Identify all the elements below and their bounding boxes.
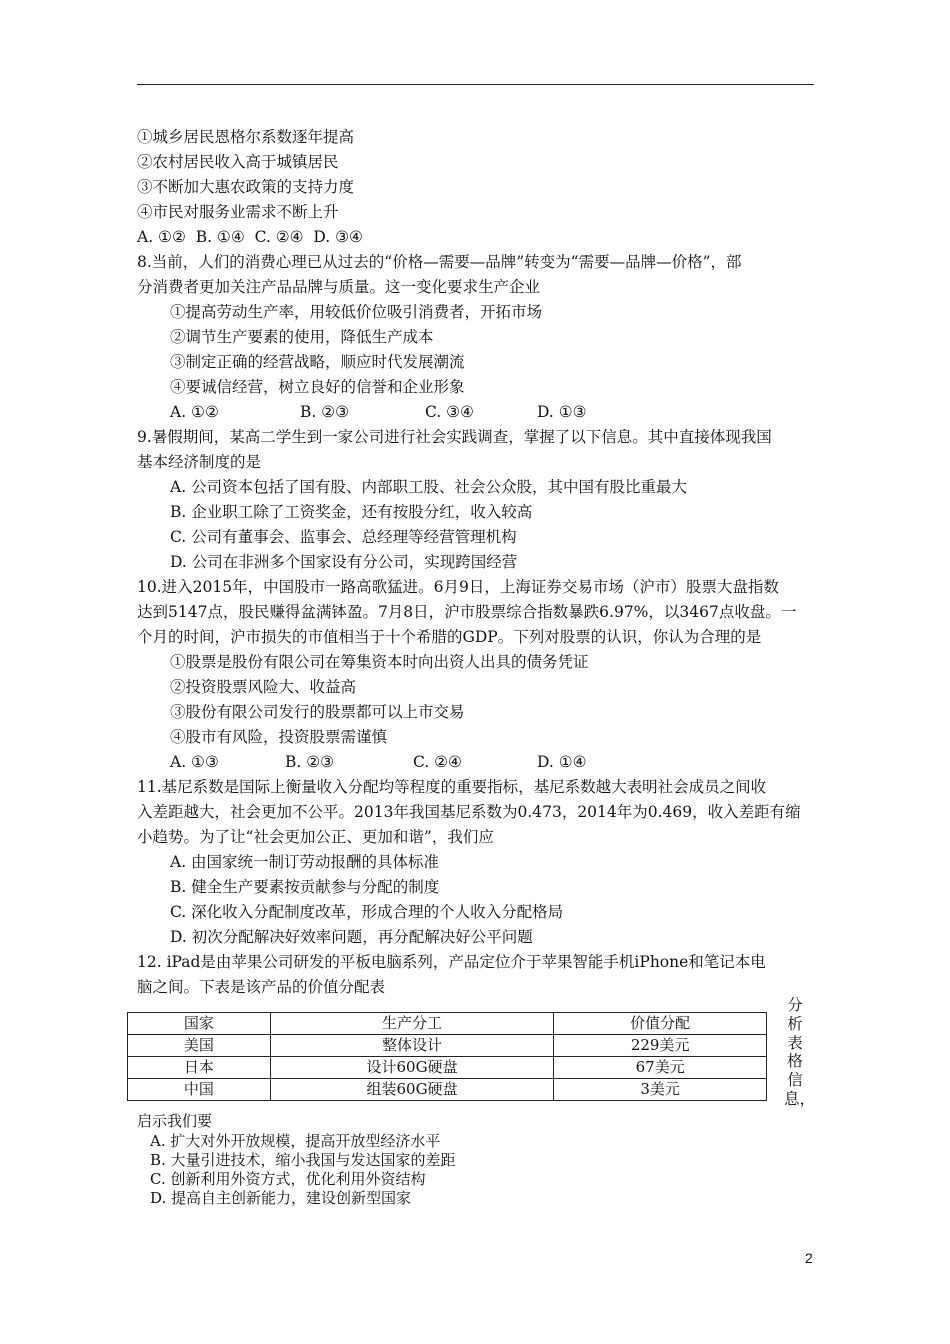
q7-item-2: ②农村居民收入高于城镇居民 <box>137 153 339 171</box>
q8-stem-line2: 分消费者更加关注产品品牌与质量。这一变化要求生产企业 <box>137 278 541 296</box>
q8-option-c: C. ③④ <box>425 403 474 421</box>
table-cell: 整体设计 <box>270 1035 554 1057</box>
q8-stem-line1: 8.当前，人们的消费心理已从过去的“价格—需要—品牌”转变为“需要—品牌—价格”，部 <box>137 253 742 271</box>
table-header-row <box>128 1013 767 1035</box>
q7-options: A. ①② B. ①④ C. ②④ D. ③④ <box>137 228 363 246</box>
q10-stem-line3: 个月的时间，沪市损失的市值相当于十个希腊的GDP。下列对股票的认识，你认为合理的是 <box>137 628 762 646</box>
q11-stem-line3: 小趋势。为了让“社会更加公正、更加和谐”，我们应 <box>137 828 494 846</box>
q9-choice-b: B. 企业职工除了工资奖金，还有按股分红，收入较高 <box>170 503 533 521</box>
table-header-cell: 国家 <box>128 1013 271 1035</box>
q11-choice-d: D. 初次分配解决好效率问题，再分配解决好公平问题 <box>170 928 533 946</box>
q8-option-a: A. ①② <box>170 403 219 421</box>
side-char: 分 <box>787 996 803 1014</box>
q9-choice-d: D. 公司在非洲多个国家设有分公司，实现跨国经营 <box>170 553 518 571</box>
q11-stem-line2: 入差距越大，社会更加不公平。2013年我国基尼系数为0.473，2014年为0.469，收入差距有缩 <box>137 803 801 821</box>
q12-choice-b: B. 大量引进技术，缩小我国与发达国家的差距 <box>150 1151 456 1169</box>
q7-item-3: ③不断加大惠农政策的支持力度 <box>137 178 355 196</box>
q12-stem-line2: 脑之间。下表是该产品的价值分配表 <box>137 978 386 996</box>
q8-item-2: ②调节生产要素的使用，降低生产成本 <box>170 328 434 346</box>
page-number: 2 <box>805 1250 813 1266</box>
table-row <box>128 1057 767 1079</box>
q12-choice-c: C. 创新利用外资方式，优化利用外资结构 <box>150 1170 426 1188</box>
q12-stem-line1: 12. iPad是由苹果公司研发的平板电脑系列，产品定位介于苹果智能手机iPhone和笔记本电 <box>137 953 766 971</box>
q12-choice-a: A. 扩大对外开放规模，提高开放型经济水平 <box>150 1132 441 1150</box>
q10-option-d: D. ①④ <box>537 753 587 771</box>
q10-option-b: B. ②③ <box>285 753 335 771</box>
side-char: 析 <box>787 1014 803 1033</box>
q7-item-4: ④市民对服务业需求不断上升 <box>137 203 339 221</box>
q8-option-d: D. ①③ <box>537 403 587 421</box>
table-cell: 229美元 <box>554 1035 767 1057</box>
table-cell: 组装60G硬盘 <box>270 1079 554 1101</box>
q12-choice-d: D. 提高自主创新能力，建设创新型国家 <box>150 1189 412 1207</box>
q12-tail: 启示我们要 <box>137 1112 213 1130</box>
value-distribution-table <box>127 1012 767 1101</box>
q9-stem-line2: 基本经济制度的是 <box>137 453 262 471</box>
side-char: 格 <box>787 1052 803 1071</box>
q8-item-3: ③制定正确的经营战略，顺应时代发展潮流 <box>170 353 465 371</box>
side-char: 息， <box>784 1089 816 1108</box>
q10-option-a: A. ①③ <box>170 753 219 771</box>
table-cell: 设计60G硬盘 <box>270 1057 554 1079</box>
table-row <box>128 1035 767 1057</box>
side-char: 表 <box>787 1033 803 1052</box>
table-header-cell: 生产分工 <box>270 1013 554 1035</box>
table-cell: 中国 <box>128 1079 271 1101</box>
q9-choice-a: A. 公司资本包括了国有股、内部职工股、社会公众股，其中国有股比重最大 <box>170 478 688 496</box>
q11-choice-c: C. 深化收入分配制度改革，形成合理的个人收入分配格局 <box>170 903 564 921</box>
table-header-cell: 价值分配 <box>554 1013 767 1035</box>
q8-option-b: B. ②③ <box>300 403 350 421</box>
q9-stem-line1: 9.暑假期间，某高二学生到一家公司进行社会实践调查，掌握了以下信息。其中直接体现我国 <box>137 428 772 446</box>
q10-option-c: C. ②④ <box>413 753 462 771</box>
q10-stem-line1: 10.进入2015年，中国股市一路高歌猛进。6月9日，上海证券交易市场（沪市）股票大盘指数 <box>137 578 779 596</box>
table-row <box>128 1079 767 1101</box>
q10-item-4: ④股市有风险，投资股票需谨慎 <box>170 728 388 746</box>
q10-item-3: ③股份有限公司发行的股票都可以上市交易 <box>170 703 465 721</box>
q9-choice-c: C. 公司有董事会、监事会、总经理等经营管理机构 <box>170 528 517 546</box>
q7-item-1: ①城乡居民恩格尔系数逐年提高 <box>137 128 355 146</box>
header-rule <box>137 84 814 85</box>
table-cell: 日本 <box>128 1057 271 1079</box>
table-cell: 67美元 <box>554 1057 767 1079</box>
table-cell: 美国 <box>128 1035 271 1057</box>
q8-item-4: ④要诚信经营，树立良好的信誉和企业形象 <box>170 378 465 396</box>
q11-choice-a: A. 由国家统一制订劳动报酬的具体标准 <box>170 853 440 871</box>
side-char: 信 <box>787 1071 803 1090</box>
q8-item-1: ①提高劳动生产率，用较低价位吸引消费者，开拓市场 <box>170 303 543 321</box>
table-cell: 3美元 <box>554 1079 767 1101</box>
q10-item-2: ②投资股票风险大、收益高 <box>170 678 357 696</box>
q10-item-1: ①股票是股份有限公司在筹集资本时向出资人出具的债务凭证 <box>170 653 589 671</box>
q10-stem-line2: 达到5147点，股民赚得盆满钵盈。7月8日，沪市股票综合指数暴跌6.97%，以3467点收盘。一 <box>137 603 797 621</box>
q11-stem-line1: 11.基尼系数是国际上衡量收入分配均等程度的重要指标，基尼系数越大表明社会成员之间收 <box>137 778 767 796</box>
side-vertical-text <box>784 996 816 1109</box>
q11-choice-b: B. 健全生产要素按贡献参与分配的制度 <box>170 878 440 896</box>
